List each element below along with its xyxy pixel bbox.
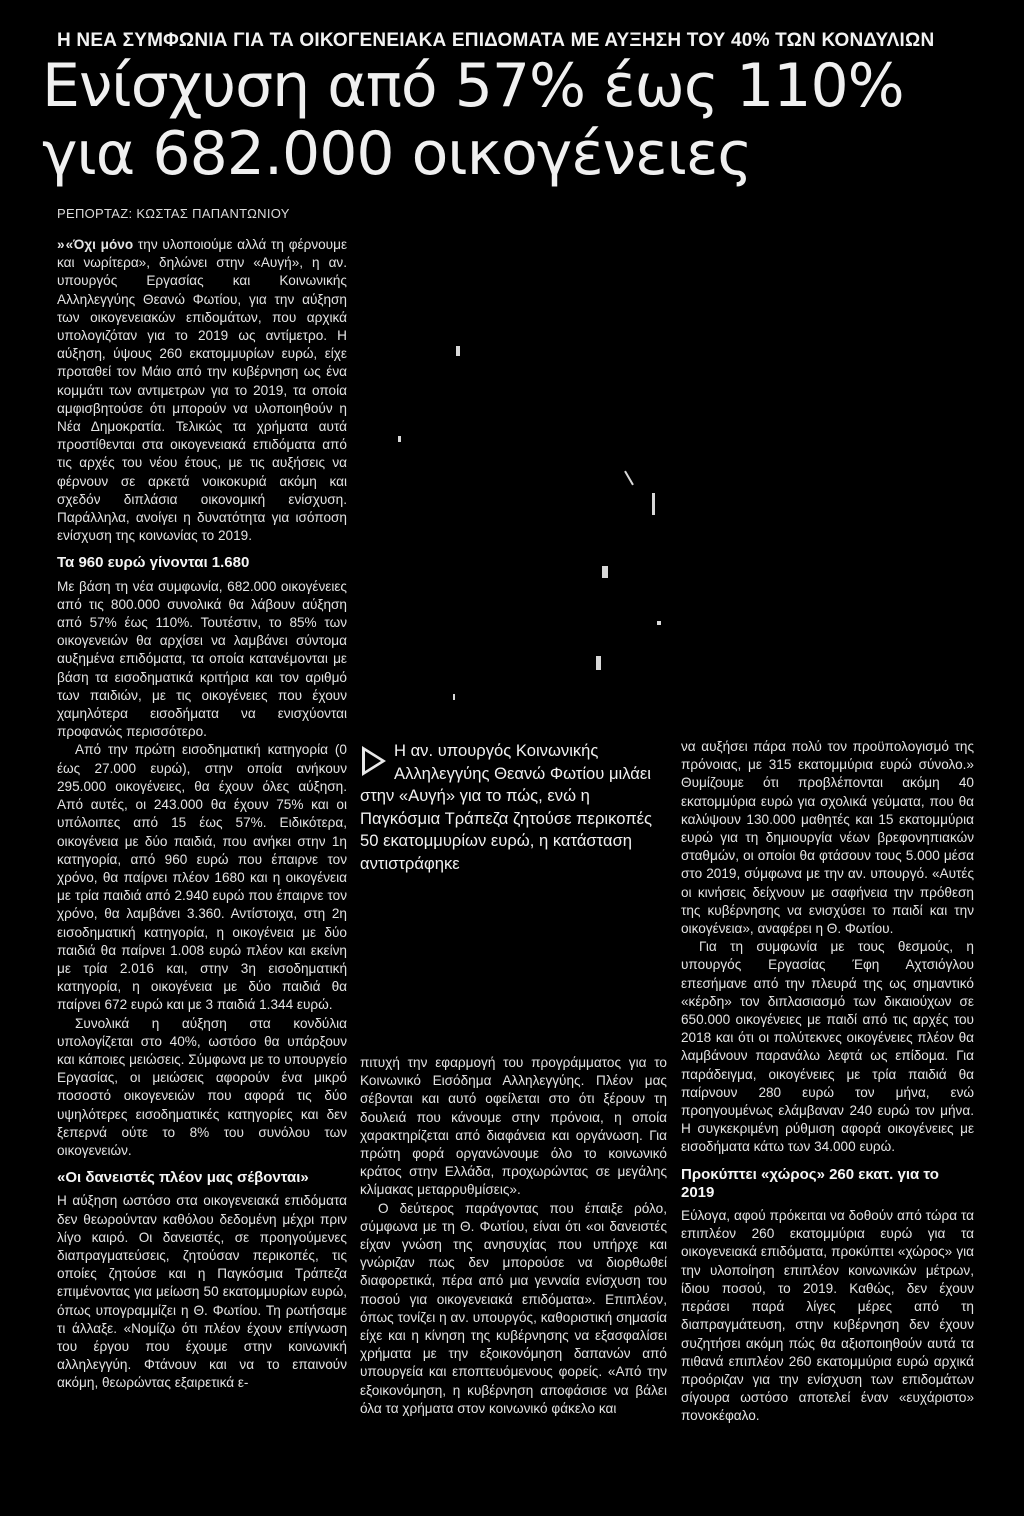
headline [42,52,1002,188]
byline: ΡΕΠΟΡΤΑΖ: ΚΩΣΤΑΣ ΠΑΠΑΝΤΩΝΙΟΥ [57,206,290,221]
lead-marker: » [57,237,63,252]
paragraph: Εύλογα, αφού πρόκειται να δοθούν από τώρα τα επιπλέον 260 εκατομμύρια ευρώ για τα οικογενειακά επιδόματα, προκύπτει «χώρος» για την υλοποίηση επιπλέον κοινωνικών μέτρων, ίδιου ποσού, το 2019. Καθώς, δεν έχουν περάσει παρά λίγες μέρες από τη διαπραγμάτευση, στην κυβέρνηση δεν έχουν συζητήσει ακόμη πώς θα αξιοποιηθούν αυτά τα πιθανά επιπλέον 260 εκατομμύρια ευρώ αρχικά προόριζαν για την ενίσχυση των επιδομάτων σίγουρα ωστόσο αποτελεί έναν «ευχάριστο» πονοκέφαλο. [681,1208,974,1424]
article-column-1 [57,236,347,1393]
lead-text: την υλοποιούμε αλλά τη φέρνουμε και νωρίτερα», δηλώνει στην «Αυγή», η αν. υπουργός Εργασίας και Κοινωνικής Αλληλεγγύης Θεανώ Φωτίου, για την αύξηση των οικογενειακών επιδομάτων, που αρχικά υπολογιζόταν για το 2019 ως αντίμετρο. Η αύξηση, ύψους 260 εκατομμυρίων ευρώ, είχε προταθεί τον Μάιο από την κυβέρνηση ως ένα κομμάτι των αντιμετρων για το 2019, τα οποία αμφισβητούσε ότι μπορούν να υλοποιηθούν η Νέα Δημοκρατία. Τελικώς τα χρήματα αυτά προστίθενται στα οικογενειακά επιδόματα από τις αρχές του νέου έτους, με τις αυξήσεις να φέρνουν σε αρκετά νοικοκυριά ακόμη και σχεδόν διπλάσια οικονομική ενίσχυση. Παράλληλα, ανοίγει η δυνατότητα για ισόποση ενίσχυση της κοινωνίας το 2019. [57,237,347,544]
photo-speck [398,436,401,442]
paragraph: Για τη συμφωνία με τους θεσμούς, η υπουργός Εργασίας Έφη Αχτσιόγλου επεσήμανε από την πλευρά της ως σημαντικό «κέρδη» τον διπλασιασμό των δικαιούχων σε 650.000 οικογένειες με παιδί από τις αρχές του 2018 και ότι οι πολύτεκνες οικογένειες πλέον θα λαμβάνουν παρανάλω λεφτά ως επίδομα. Για παράδειγμα, οικογένειες με τρία παιδιά θα παίρνουν 280 ευρώ τον μήνα, ενώ προηγουμένως ελάμβαναν 240 ευρώ τον μήνα. Η συγκεκριμένη ρύθμιση αφορά οικογένειες με εισοδήματα κάτω των 34.000 ευρώ. [681,939,974,1155]
pull-quote-text: Η αν. υπουργός Κοινωνικής Αλληλεγγύης Θεανώ Φωτίου μιλάει στην «Αυγή» για το πώς, ενώ η Παγκόσμια Τράπεζα ζητούσε περικοπές 50 εκατομμυρίων ευρώ, η κατάσταση αντιστράφηκε [360,741,653,873]
photo-speck [453,694,455,700]
subheading-960: Τα 960 ευρώ γίνονται 1.680 [57,554,250,572]
paragraph: Συνολικά η αύξηση στα κονδύλια υπολογίζεται στο 40%, ωστόσο θα υπάρξουν και κάποιες μειώσεις. Σύμφωνα με το υπουργείο Εργασίας, οι μειώσεις αφορούν ένα μικρό ποσοστό οικογενειών που αφορά τις δύο υψηλότερες εισοδηματικές κατηγορίες και δεν ξεπερνά ούτε το 8% του συνόλου των οικογενειών. [57,1015,347,1158]
paragraph: Με βάση τη νέα συμφωνία, 682.000 οικογένειες από τις 800.000 συνολικά θα λάβουν αύξηση από 57% έως 110%. Τουτέστιν, το 85% των οικογενειών θα αρχίσει να λαμβάνει σύντομα αυξημένα επιδόματα, τα οποία κατανέμονται με βάση τα εισοδηματικά κριτήρια και τον αριθμό των παιδιών, με τις οικογένειες που έχουν χαμηλότερα εισοδήματα να ενισχύονται προφανώς περισσότερο. [57,578,347,740]
headline-line-2: για 682.000 οικογένειες [42,119,752,189]
kicker: Η ΝΕΑ ΣΥΜΦΩΝΙΑ ΓΙΑ ΤΑ ΟΙΚΟΓΕΝΕΙΑΚΑ ΕΠΙΔΟΜΑΤΑ ΜΕ ΑΥΞΗΣΗ ΤΟΥ 40% ΤΩΝ ΚΟΝΔΥΛΙΩΝ [57,30,935,51]
article-column-2 [360,1054,667,1418]
headline-line-1: Ενίσχυση από 57% έως 110% [42,51,904,121]
photo-speck [652,493,655,515]
subheading-space: Προκύπτει «χώρος» 260 εκατ. για το 2019 [681,1165,939,1201]
paragraph: πιτυχή την εφαρμογή του προγράμματος για το Κοινωνικό Εισόδημα Αλληλεγγύης. Πλέον μας σέβονται και αυτό οφείλεται στο ότι ξέρουν τη δουλειά που κάνουμε στην πρόνοια, η οποία χαρακτηρίζεται από διαφάνεια και οργάνωση. Για πρώτη φορά οργανώνουμε όλο το κοινωνικό κράτος στην Ελλάδα, προχωρώντας σε μεγάλης κλίμακας μεταρρυθμίσεις». [360,1055,667,1198]
photo-speck [596,656,601,670]
pull-quote [360,740,665,875]
lead-paragraph [57,236,347,545]
lead-bold-text: «Όχι μόνο [65,237,134,252]
subheading-lenders: «Οι δανειστές πλέον μας σέβονται» [57,1169,309,1187]
play-triangle-icon [362,746,386,776]
paragraph: Ο δεύτερος παράγοντας που έπαιξε ρόλο, σύμφωνα με τη Θ. Φωτίου, είναι ότι «οι δανειστές είχαν γνώση της ανησυχίας που υπήρχε και γνώριζαν πως δεν μπορούσε να διορθωθεί διαφορετικά, πέρα από μια γενναία ενίσχυση του ποσού για οικογενειακά επιδόματα». Επιπλέον, όπως τονίζει η αν. υπουργός, καθοριστική σημασία είχε και η κίνηση της κυβέρνησης να εξασφαλίσει χρήματα με την εξοικονόμηση δαπανών από υπουργεία και εποπτευόμενους φορείς. «Από την εξοικονόμηση, η κυβέρνηση αποφάσισε να βάλει όλα τα χρήματα στον κοινωνικό φάκελο και [360,1200,667,1416]
paragraph: να αυξήσει πάρα πολύ τον προϋπολογισμό της πρόνοιας, με 315 εκατομμύρια ευρώ σύνολο.» Θυμίζουμε ότι προβλέπονται ακόμη 40 εκατομμύρια ευρώ για σχολικά γεύματα, που θα καλύψουν 130.000 μαθητές και 15 εκατομμύρια ευρώ για τη δημιουργία νέων βρεφονηπιακών σταθμών, οι οποίοι θα φτάσουν τους 5.000 μέσα στο 2019, σύμφωνα με την αν. υπουργό. «Αυτές οι κινήσεις δείχνουν με σαφήνεια την πρόθεση της κυβέρνησης να ενισχύσει το παιδί και την οικογένεια», αναφέρει η Θ. Φωτίου. [681,739,974,937]
photo-speck [624,471,634,486]
photo-speck [602,566,608,578]
paragraph: Η αύξηση ωστόσο στα οικογενειακά επιδόματα δεν θεωρούνταν καθόλου δεδομένη μέχρι πριν λίγο καιρό. Οι δανειστές, σε προηγούμενες διαπραγματεύσεις, ζητούσαν περικοπές, τις οποίες ζητούσε και η Παγκόσμια Τράπεζα επιμένοντας για μείωση 50 εκατομμυρίων ευρώ, όπως υπογραμμίζει η Θ. Φωτίου. Τη ρωτήσαμε τι άλλαξε. «Νομίζω ότι πλέον έχουν επίγνωση του έργου που έχουμε στην κοινωνική αλληλεγγύη. Φτάνουν και να το επαινούν ακόμη, θεωρώντας εξαιρετικά ε- [57,1193,347,1391]
article-column-3 [681,738,974,1426]
photo-speck [456,346,460,356]
paragraph: Από την πρώτη εισοδηματική κατηγορία (0 έως 27.000 ευρώ), στην οποία ανήκουν 295.000 οικογένειες, θα έχουν όλες αύξηση. Από αυτές, οι 243.000 θα έχουν 75% και οι υπόλοιπες από 15 έως 57%. Ειδικότερα, οικογένεια με δύο παιδιά, που ανήκει στην 1η κατηγορία, από 960 ευρώ που έπαιρνε τον χρόνο, θα παίρνει πλέον 1680 και η οικογένεια με τρία παιδιά από 2.940 ευρώ που έπαιρνε τον χρόνο, θα λαμβάνει 3.360. Αντίστοιχα, στη 2η εισοδηματική κατηγορία, η οικογένεια με δύο παιδιά θα παίρνει 1.008 ευρώ πλέον και εκείνη με τρία 2.016 και, στην 3η εισοδηματική κατηγορία, η οικογένεια με δύο παιδιά θα παίρνει 672 ευρώ και με 3 παιδιά 1.344 ευρώ. [57,742,347,1013]
photo-speck [657,621,661,625]
